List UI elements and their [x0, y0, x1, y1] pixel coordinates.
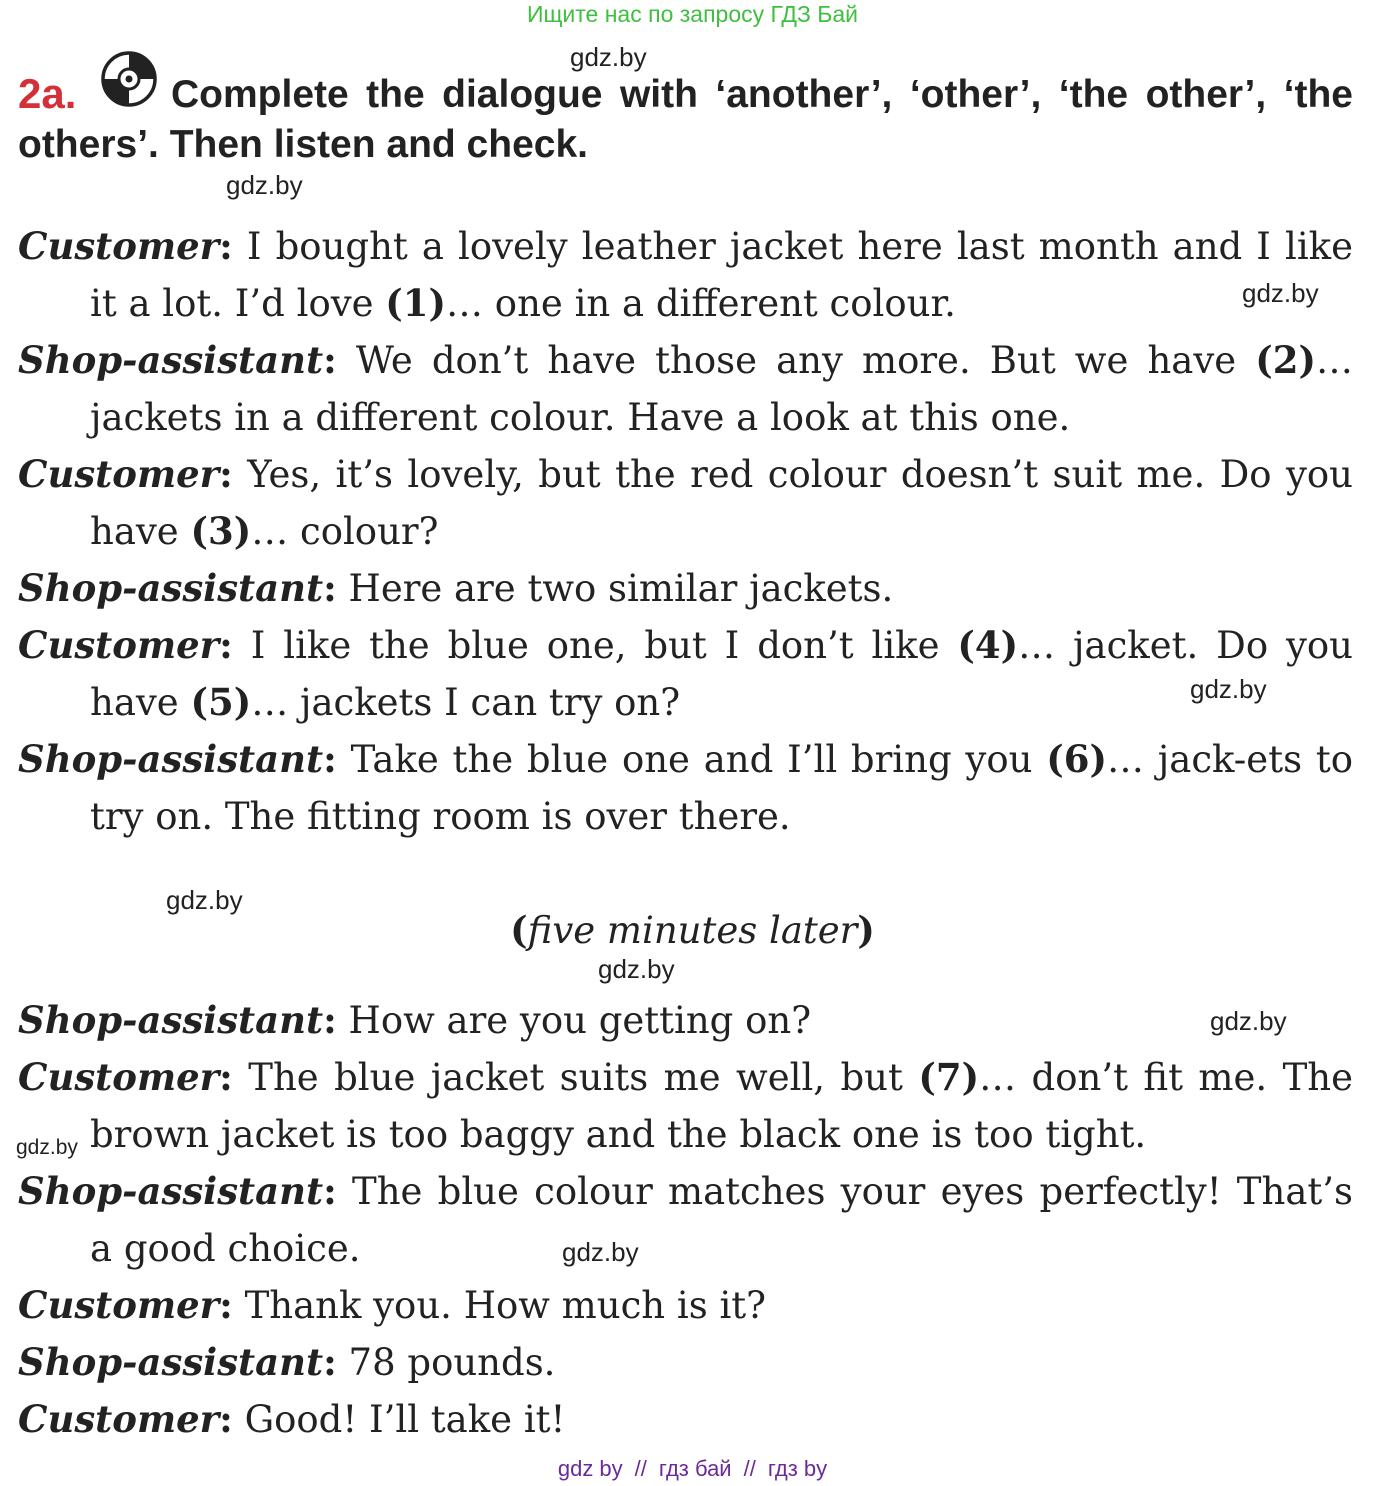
dialogue-line: Shop-assistant: Take the blue one and I’ll bring you (6)… jack-ets to try on. The fitting room is over there.	[18, 737, 1353, 838]
footer-separator: //	[743, 1456, 756, 1481]
stage-direction-text: five minutes later	[527, 909, 858, 952]
exercise-number: 2a.	[18, 70, 77, 117]
watermark: gdz.by	[562, 1237, 639, 1267]
gap-number: (3)	[190, 509, 252, 553]
watermark: gdz.by	[1242, 278, 1319, 308]
speaker-name: Customer	[18, 452, 220, 496]
dialogue-line: Shop-assistant: The blue colour matches your eyes perfectly! That’s a good choice.	[18, 1169, 1353, 1270]
speaker-name: Shop-assistant	[18, 737, 324, 781]
speaker-name: Customer	[18, 224, 220, 268]
watermark: gdz.by	[226, 170, 303, 200]
line-text: I bought a lovely leather jacket here last month and I like it a lot. I’d love	[90, 225, 1353, 325]
dialogue-line: Customer: Thank you. How much is it?	[18, 1283, 767, 1327]
gap-number: (6)	[1046, 737, 1107, 781]
speaker-name: Customer	[18, 1055, 220, 1099]
line-text: … jacket. Do you have	[90, 624, 1353, 724]
watermark: gdz.by	[598, 954, 675, 984]
speaker-name: Shop-assistant	[18, 1169, 324, 1213]
dialogue-part-1	[18, 218, 1353, 845]
speaker-name: Shop-assistant	[18, 338, 324, 382]
speaker-name: Shop-assistant	[18, 998, 324, 1042]
line-text: … jackets in a different colour. Have a look at this one.	[90, 339, 1353, 439]
speaker-name: Customer	[18, 1397, 220, 1441]
gap-number: (7)	[918, 1055, 980, 1099]
speaker-name: Customer	[18, 623, 220, 667]
line-text: … colour?	[251, 510, 439, 553]
line-text: … one in a different colour.	[446, 282, 956, 325]
watermark: gdz.by	[166, 885, 243, 915]
dialogue-line: Customer: The blue jacket suits me well, but (7)… don’t fit me. The brown jacket is too baggy and the black one is too tight.	[18, 1055, 1353, 1156]
line-text: Good! I’ll take it!	[244, 1398, 566, 1441]
line-text: … don’t fit me. The brown jacket is too baggy and the black one is too tight.	[90, 1056, 1353, 1156]
dialogue-line: Shop-assistant: How are you getting on?	[18, 998, 812, 1042]
line-text: … jack-ets to try on. The fitting room is over there.	[90, 738, 1353, 838]
line-text: I like the blue one, but I don’t like	[250, 624, 958, 667]
exercise-instruction: Complete the dialogue with ‘another’, ‘other’, ‘the other’, ‘the others’. Then listen and check.	[18, 73, 1353, 166]
dialogue-line: Shop-assistant: We don’t have those any more. But we have (2)… jackets in a different colour. Have a look at this one.	[18, 338, 1353, 439]
speaker-name: Customer	[18, 1283, 220, 1327]
gap-number: (1)	[385, 281, 447, 325]
search-banner[interactable]: Ищите нас по запросу ГДЗ Бай	[526, 1, 859, 27]
line-text: Thank you. How much is it?	[244, 1284, 767, 1327]
line-text: The blue jacket suits me well, but	[248, 1056, 919, 1099]
line-text: We don’t have those any more. But we have	[355, 339, 1256, 382]
footer-links	[0, 1455, 1385, 1483]
watermark: gdz.by	[1190, 674, 1267, 704]
line-text: Yes, it’s lovely, but the red colour doesn’t suit me. Do you have	[90, 453, 1353, 553]
footer-separator: //	[634, 1456, 647, 1481]
line-text: … jackets I can try on?	[251, 681, 681, 724]
watermark: gdz.by	[16, 1136, 78, 1159]
gap-number: (4)	[957, 623, 1019, 667]
dialogue-part-2	[18, 992, 1353, 1448]
line-text: Here are two similar jackets.	[348, 567, 894, 610]
speaker-name: Shop-assistant	[18, 1340, 324, 1384]
line-text: 78 pounds.	[348, 1341, 556, 1384]
line-text: The blue colour matches your eyes perfectly! That’s a good choice.	[90, 1170, 1353, 1270]
footer-link-gdz-by[interactable]: gdz by	[557, 1456, 623, 1481]
line-text: Take the blue one and I’ll bring you	[350, 738, 1047, 781]
watermark: gdz.by	[570, 42, 647, 72]
dialogue-line: Customer: Good! I’ll take it!	[18, 1397, 566, 1441]
footer-link-gdz-bai[interactable]: гдз бай	[658, 1456, 732, 1481]
line-text: How are you getting on?	[348, 999, 812, 1042]
gap-number: (5)	[190, 680, 252, 724]
gap-number: (2)	[1255, 338, 1316, 382]
speaker-name: Shop-assistant	[18, 566, 324, 610]
dialogue-line: Customer: I bought a lovely leather jacket here last month and I like it a lot. I’d love (1)… one in a different colour.	[18, 224, 1353, 325]
footer-link-gdz-by-cyr[interactable]: гдз by	[767, 1456, 828, 1481]
dialogue-line: Customer: I like the blue one, but I don’t like (4)… jacket. Do you have (5)… jackets I can try on?	[18, 623, 1353, 724]
watermark: gdz.by	[1210, 1006, 1287, 1036]
dialogue-line: Customer: Yes, it’s lovely, but the red colour doesn’t suit me. Do you have (3)… colour?	[18, 452, 1353, 553]
dialogue-line: Shop-assistant: 78 pounds.	[18, 1340, 556, 1384]
stage-direction: (five minutes later)	[510, 908, 875, 952]
dialogue-line: Shop-assistant: Here are two similar jackets.	[18, 566, 894, 610]
